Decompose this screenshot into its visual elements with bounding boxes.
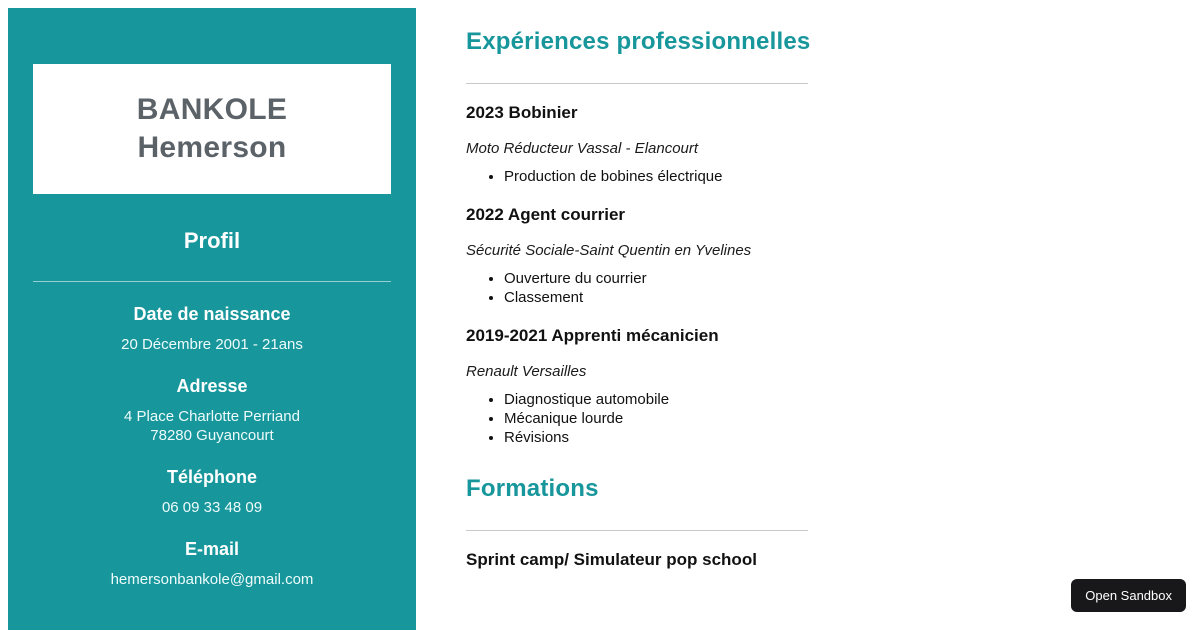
experience-item <box>466 325 1166 447</box>
section-title-experience: Expériences professionnelles <box>466 28 811 55</box>
address-line-1: 4 Place Charlotte Perriand <box>124 408 300 425</box>
experience-company: Moto Réducteur Vassal - Elancourt <box>466 140 699 157</box>
field-value-address <box>8 407 416 445</box>
formation-title: Sprint camp/ Simulateur pop school <box>466 550 757 569</box>
cv-sidebar <box>8 8 416 630</box>
formation-item <box>466 549 1166 571</box>
address-line-2: 78280 Guyancourt <box>150 427 274 444</box>
field-value-email <box>8 570 416 589</box>
field-label-birthdate: Date de naissance <box>133 304 291 324</box>
last-name: BANKOLE <box>136 93 288 126</box>
experience-title: 2023 Bobinier <box>466 103 578 122</box>
list-item: • Diagnostique automobile <box>504 390 1166 409</box>
name-card <box>33 64 391 194</box>
cv-main <box>466 0 1166 630</box>
experience-title: 2022 Agent courrier <box>466 205 626 224</box>
email-line-1: hemersonbankole@gmail.com <box>110 571 314 588</box>
profil-heading: Profil <box>183 228 241 253</box>
field-label-phone: Téléphone <box>166 467 257 487</box>
list-item: • Ouverture du courrier <box>504 269 1166 288</box>
sidebar-divider <box>33 281 391 282</box>
list-item: • Classement <box>504 288 1166 307</box>
experience-company: Sécurité Sociale-Saint Quentin en Yvelines <box>466 242 752 259</box>
birthdate-line-1: 20 Décembre 2001 - 21ans <box>121 336 303 353</box>
experience-item <box>466 102 1166 186</box>
field-label-address: Adresse <box>176 376 248 396</box>
list-item: • Production de bobines électrique <box>504 167 1166 186</box>
phone-line-1: 06 09 33 48 09 <box>161 499 263 516</box>
experience-item <box>466 204 1166 307</box>
list-item: • Révisions <box>504 428 1166 447</box>
first-name: Hemerson <box>137 131 287 164</box>
section-rule-experience <box>466 83 808 84</box>
field-value-birthdate <box>8 335 416 354</box>
section-rule-formations <box>466 530 808 531</box>
field-value-phone <box>8 498 416 517</box>
open-sandbox-button[interactable]: Open Sandbox <box>1071 579 1186 612</box>
experience-title: 2019-2021 Apprenti mécanicien <box>466 326 719 345</box>
list-item: • Mécanique lourde <box>504 409 1166 428</box>
experience-bullets <box>466 167 1166 186</box>
experience-bullets <box>466 269 1166 307</box>
experience-company: Renault Versailles <box>466 363 587 380</box>
section-title-formations: Formations <box>466 475 599 502</box>
field-label-email: E-mail <box>184 539 240 559</box>
experience-bullets <box>466 390 1166 447</box>
